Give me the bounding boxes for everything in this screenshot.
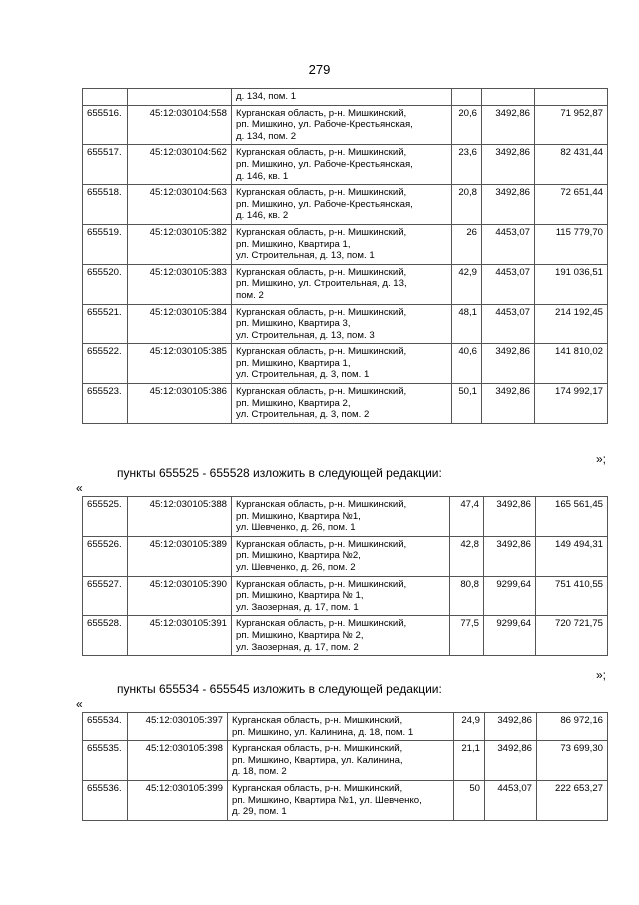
unit-price-cell: 3492,86 bbox=[485, 741, 537, 781]
address-line: рп. Мишкино, Квартира № 2, bbox=[236, 629, 364, 641]
registry-table-2 bbox=[82, 496, 608, 656]
address-line: рп. Мишкино, Квартира №1, ул. Шевченко, bbox=[232, 794, 422, 806]
address-cell bbox=[228, 780, 454, 820]
address-line: ул. Строительная, д. 3, пом. 2 bbox=[236, 409, 370, 421]
table-row bbox=[83, 780, 608, 820]
address-line: Курганская область, р-н. Мишкинский, bbox=[232, 782, 403, 794]
registry-table-1 bbox=[82, 88, 608, 424]
cadastral-number-cell: 45:12:030105:398 bbox=[128, 741, 228, 781]
address-line: д. 134, пом. 1 bbox=[236, 91, 297, 102]
address-line: Курганская область, р-н. Мишкинский, bbox=[236, 107, 407, 119]
row-number-cell: 655526. bbox=[83, 536, 128, 576]
row-number-cell: 655525. bbox=[83, 497, 128, 537]
closing-quote-2: »; bbox=[596, 668, 607, 682]
address-cell bbox=[232, 185, 452, 225]
row-number-cell: 655520. bbox=[83, 264, 128, 304]
cadastral-number-cell: 45:12:030105:382 bbox=[128, 224, 232, 264]
address-cell bbox=[232, 105, 452, 145]
row-number-cell: 655527. bbox=[83, 576, 128, 616]
address-line: Курганская область, р-н. Мишкинский, bbox=[236, 226, 407, 238]
area-cell bbox=[452, 89, 482, 106]
table-row bbox=[83, 185, 608, 225]
row-number-cell: 655521. bbox=[83, 304, 128, 344]
row-number-cell: 655528. bbox=[83, 616, 128, 656]
address-line: рп. Мишкино, Квартира, ул. Калинина, bbox=[232, 754, 403, 766]
address-line: рп. Мишкино, Квартира 2, bbox=[236, 397, 351, 409]
address-line: д. 146, кв. 2 bbox=[236, 210, 289, 222]
address-line: рп. Мишкино, Квартира №2, bbox=[236, 550, 361, 562]
unit-price-cell: 4453,07 bbox=[482, 304, 535, 344]
address-cell bbox=[232, 576, 450, 616]
unit-price-cell: 3492,86 bbox=[482, 344, 535, 384]
address-line: д. 29, пом. 1 bbox=[232, 806, 287, 818]
table-row bbox=[83, 713, 608, 741]
area-cell: 21,1 bbox=[454, 741, 485, 781]
cadastral-number-cell: 45:12:030105:384 bbox=[128, 304, 232, 344]
address-cell bbox=[232, 616, 450, 656]
unit-price-cell bbox=[482, 89, 535, 106]
cadastral-number-cell: 45:12:030105:390 bbox=[128, 576, 232, 616]
unit-price-cell: 4453,07 bbox=[482, 224, 535, 264]
cadastral-number-cell: 45:12:030104:562 bbox=[128, 145, 232, 185]
address-line: Курганская область, р-н. Мишкинский, bbox=[236, 538, 407, 550]
opening-quote-2: « bbox=[76, 697, 83, 711]
row-number-cell: 655522. bbox=[83, 344, 128, 384]
registry-table-3 bbox=[82, 712, 608, 821]
total-value-cell: 720 721,75 bbox=[536, 616, 608, 656]
row-number-cell: 655516. bbox=[83, 105, 128, 145]
address-line: ул. Строительная, д. 13, пом. 3 bbox=[236, 329, 375, 341]
unit-price-cell: 4453,07 bbox=[482, 264, 535, 304]
area-cell: 20,8 bbox=[452, 185, 482, 225]
total-value-cell: 149 494,31 bbox=[536, 536, 608, 576]
closing-quote-1: »; bbox=[596, 452, 607, 466]
cadastral-number-cell: 45:12:030105:391 bbox=[128, 616, 232, 656]
address-cell bbox=[232, 89, 452, 106]
address-cell bbox=[232, 536, 450, 576]
unit-price-cell: 3492,86 bbox=[482, 185, 535, 225]
table-row bbox=[83, 105, 608, 145]
address-line: рп. Мишкино, Квартира 1, bbox=[236, 238, 351, 250]
address-cell bbox=[232, 497, 450, 537]
unit-price-cell: 3492,86 bbox=[484, 497, 536, 537]
cadastral-number-cell: 45:12:030104:563 bbox=[128, 185, 232, 225]
total-value-cell: 82 431,44 bbox=[535, 145, 608, 185]
table-row bbox=[83, 741, 608, 781]
address-line: Курганская область, р-н. Мишкинский, bbox=[236, 618, 407, 630]
area-cell: 26 bbox=[452, 224, 482, 264]
area-cell: 50,1 bbox=[452, 384, 482, 424]
row-number-cell: 655535. bbox=[83, 741, 128, 781]
cadastral-number-cell: 45:12:030105:383 bbox=[128, 264, 232, 304]
table-row bbox=[83, 497, 608, 537]
address-line: Курганская область, р-н. Мишкинский, bbox=[232, 715, 403, 726]
address-cell bbox=[232, 145, 452, 185]
cadastral-number-cell: 45:12:030105:399 bbox=[128, 780, 228, 820]
unit-price-cell: 4453,07 bbox=[485, 780, 537, 820]
total-value-cell: 174 992,17 bbox=[535, 384, 608, 424]
cadastral-number-cell: 45:12:030105:386 bbox=[128, 384, 232, 424]
paragraph-amendment-1: пункты 655525 - 655528 изложить в следующей редакции: bbox=[117, 466, 442, 480]
address-line: Курганская область, р-н. Мишкинский, bbox=[236, 147, 407, 159]
table-row bbox=[83, 616, 608, 656]
address-cell bbox=[232, 344, 452, 384]
address-line: ул. Шевченко, д. 26, пом. 1 bbox=[236, 522, 356, 534]
row-number-cell: 655519. bbox=[83, 224, 128, 264]
address-line: ул. Заозерная, д. 17, пом. 1 bbox=[236, 601, 359, 613]
address-line: ул. Шевченко, д. 26, пом. 2 bbox=[236, 561, 356, 573]
area-cell: 20,6 bbox=[452, 105, 482, 145]
area-cell: 42,8 bbox=[450, 536, 484, 576]
address-line: д. 146, кв. 1 bbox=[236, 170, 289, 182]
cadastral-number-cell: 45:12:030105:389 bbox=[128, 536, 232, 576]
cadastral-number-cell: 45:12:030104:558 bbox=[128, 105, 232, 145]
address-line: д. 18, пом. 2 bbox=[232, 766, 287, 778]
total-value-cell: 115 779,70 bbox=[535, 224, 608, 264]
address-line: рп. Мишкино, ул. Рабоче-Крестьянская, bbox=[236, 119, 413, 131]
total-value-cell: 73 699,30 bbox=[537, 741, 608, 781]
address-line: рп. Мишкино, Квартира №1, bbox=[236, 510, 361, 522]
area-cell: 48,1 bbox=[452, 304, 482, 344]
address-line: рп. Мишкино, ул. Калинина, д. 18, пом. 1 bbox=[232, 726, 414, 738]
paragraph-amendment-2: пункты 655534 - 655545 изложить в следующей редакции: bbox=[117, 682, 442, 696]
address-line: ул. Строительная, д. 3, пом. 1 bbox=[236, 369, 370, 381]
table-row bbox=[83, 576, 608, 616]
address-line: ул. Заозерная, д. 17, пом. 2 bbox=[236, 641, 359, 653]
area-cell: 77,5 bbox=[450, 616, 484, 656]
address-line: Курганская область, р-н. Мишкинский, bbox=[232, 743, 403, 755]
address-cell bbox=[232, 264, 452, 304]
row-number-cell bbox=[83, 89, 128, 106]
address-line: рп. Мишкино, Квартира 3, bbox=[236, 318, 351, 330]
unit-price-cell: 3492,86 bbox=[485, 713, 537, 741]
table-row bbox=[83, 89, 608, 106]
area-cell: 24,9 bbox=[454, 713, 485, 741]
address-line: Курганская область, р-н. Мишкинский, bbox=[236, 578, 407, 590]
address-line: Курганская область, р-н. Мишкинский, bbox=[236, 499, 407, 510]
row-number-cell: 655523. bbox=[83, 384, 128, 424]
area-cell: 80,8 bbox=[450, 576, 484, 616]
total-value-cell: 165 561,45 bbox=[536, 497, 608, 537]
total-value-cell: 751 410,55 bbox=[536, 576, 608, 616]
total-value-cell: 86 972,16 bbox=[537, 713, 608, 741]
address-line: Курганская область, р-н. Мишкинский, bbox=[236, 386, 407, 398]
address-cell bbox=[232, 304, 452, 344]
table-row bbox=[83, 224, 608, 264]
unit-price-cell: 9299,64 bbox=[484, 576, 536, 616]
unit-price-cell: 3492,86 bbox=[484, 536, 536, 576]
address-line: рп. Мишкино, Квартира № 1, bbox=[236, 590, 364, 602]
address-line: д. 134, пом. 2 bbox=[236, 130, 297, 142]
address-line: рп. Мишкино, ул. Рабоче-Крестьянская, bbox=[236, 198, 413, 210]
address-line: ул. Строительная, д. 13, пом. 1 bbox=[236, 250, 375, 262]
area-cell: 40,6 bbox=[452, 344, 482, 384]
address-line: рп. Мишкино, ул. Строительная, д. 13, bbox=[236, 278, 407, 290]
table-row bbox=[83, 384, 608, 424]
cadastral-number-cell: 45:12:030105:397 bbox=[128, 713, 228, 741]
address-cell bbox=[232, 384, 452, 424]
cadastral-number-cell: 45:12:030105:388 bbox=[128, 497, 232, 537]
address-line: пом. 2 bbox=[236, 289, 264, 301]
table-row bbox=[83, 536, 608, 576]
table-row bbox=[83, 145, 608, 185]
unit-price-cell: 3492,86 bbox=[482, 105, 535, 145]
address-line: Курганская область, р-н. Мишкинский, bbox=[236, 266, 407, 278]
total-value-cell: 141 810,02 bbox=[535, 344, 608, 384]
unit-price-cell: 3492,86 bbox=[482, 145, 535, 185]
row-number-cell: 655518. bbox=[83, 185, 128, 225]
table-row bbox=[83, 264, 608, 304]
area-cell: 47,4 bbox=[450, 497, 484, 537]
total-value-cell: 191 036,51 bbox=[535, 264, 608, 304]
address-cell bbox=[228, 713, 454, 741]
table-row bbox=[83, 304, 608, 344]
address-line: Курганская область, р-н. Мишкинский, bbox=[236, 346, 407, 358]
total-value-cell: 222 653,27 bbox=[537, 780, 608, 820]
address-line: рп. Мишкино, ул. Рабоче-Крестьянская, bbox=[236, 158, 413, 170]
row-number-cell: 655536. bbox=[83, 780, 128, 820]
area-cell: 23,6 bbox=[452, 145, 482, 185]
address-line: Курганская область, р-н. Мишкинский, bbox=[236, 187, 407, 199]
row-number-cell: 655534. bbox=[83, 713, 128, 741]
address-line: рп. Мишкино, Квартира 1, bbox=[236, 357, 351, 369]
cadastral-number-cell bbox=[128, 89, 232, 106]
address-cell bbox=[232, 224, 452, 264]
row-number-cell: 655517. bbox=[83, 145, 128, 185]
total-value-cell: 214 192,45 bbox=[535, 304, 608, 344]
unit-price-cell: 9299,64 bbox=[484, 616, 536, 656]
page-number: 279 bbox=[308, 62, 331, 77]
unit-price-cell: 3492,86 bbox=[482, 384, 535, 424]
address-cell bbox=[228, 741, 454, 781]
total-value-cell bbox=[535, 89, 608, 106]
table-row bbox=[83, 344, 608, 384]
cadastral-number-cell: 45:12:030105:385 bbox=[128, 344, 232, 384]
address-line: Курганская область, р-н. Мишкинский, bbox=[236, 306, 407, 318]
area-cell: 42,9 bbox=[452, 264, 482, 304]
total-value-cell: 71 952,87 bbox=[535, 105, 608, 145]
total-value-cell: 72 651,44 bbox=[535, 185, 608, 225]
area-cell: 50 bbox=[454, 780, 485, 820]
opening-quote-1: « bbox=[76, 481, 83, 495]
